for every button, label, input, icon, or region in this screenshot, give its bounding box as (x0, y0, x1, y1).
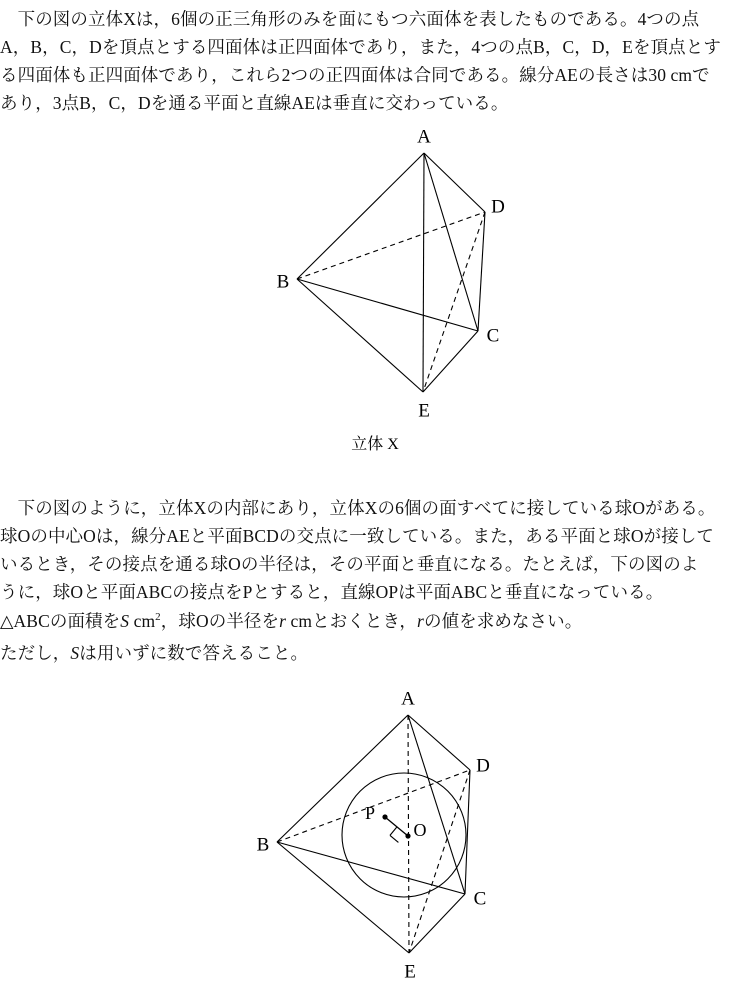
vertex-label-E: E (404, 961, 416, 983)
line5-exponent-2: 2 (155, 611, 161, 623)
paragraph-2-line-3: いるとき，その接点を通る球Oの半径は，その平面と垂直になる。たとえば，下の図のよ (0, 554, 699, 574)
segment-op-group (382, 814, 410, 842)
paragraph-1-line-2: A，B，C，Dを頂点とする四面体は正四面体であり，また，4つの点B，C，D，Eを頂点とす (0, 37, 721, 57)
paragraph-1-line-1: 下の図の立体Xは，6個の正三角形のみを面にもつ六面体を表したものである。4つの点 (0, 9, 700, 29)
line5-text-1: △ABCの面積を (0, 610, 121, 631)
segment-op (385, 817, 408, 836)
figure-1-caption: 立体 X (351, 436, 399, 453)
edge-dashed-DE (409, 770, 470, 953)
figure-2-edges (277, 715, 470, 953)
line5-variable-r-1: r (279, 610, 287, 631)
vertex-label-B: B (276, 271, 290, 293)
paragraph-2-line-2: 球Oの中心Oは，線分AEと平面BCDの交点に一致している。また，ある平面と球Oが接して (0, 526, 715, 546)
point-label-o: O (413, 820, 427, 841)
vertex-label-C: C (473, 888, 487, 910)
point-o-dot (405, 833, 410, 838)
line6-variable-S: S (70, 643, 80, 663)
vertex-label-A: A (401, 688, 415, 710)
vertex-label-B: B (256, 834, 270, 856)
sphere-o-outline (342, 773, 466, 897)
line5-text-5: の値を求めなさい。 (423, 610, 583, 631)
line5-text-3: ，球Oの半径を (160, 610, 280, 631)
inscribed-sphere-circle (342, 773, 466, 897)
figure-2-vertex-labels (257, 688, 490, 982)
edge-AB (277, 715, 408, 842)
paragraph-2-line-1: 下の図のように，立体Xの内部にあり，立体Xの6個の面すべてに接している球Oがある。 (0, 498, 716, 518)
edge-CE (409, 894, 465, 953)
paragraph-1-line-4: あり，3点B，C，Dを通る平面と直線AEは垂直に交わっている。 (0, 93, 509, 113)
point-label-p: P (364, 803, 376, 824)
vertex-label-A: A (417, 126, 431, 148)
vertex-label-C: C (486, 325, 500, 347)
right-angle-mark (390, 835, 398, 842)
edge-BE (277, 842, 409, 953)
vertex-label-D: D (491, 196, 505, 218)
paragraph-2-line-4: うに，球Oと平面ABCの接点をPとすると，直線OPは平面ABCと垂直になっている。 (0, 582, 664, 602)
line5-variable-S: S (120, 610, 130, 631)
right-angle-mark-leg (390, 827, 397, 835)
line6-text-1: ただし， (0, 643, 71, 663)
line5-variable-r-2: r (417, 610, 424, 631)
line5-text-2: cm (129, 610, 156, 631)
vertex-label-D: D (476, 755, 490, 777)
line5-text-4: cmとおくとき， (286, 610, 418, 631)
paragraph-1-line-3: る四面体も正四面体であり，これら2つの正四面体は合同である。線分AEの長さは30 cmで (0, 65, 710, 85)
vertex-label-E: E (418, 400, 430, 422)
line6-text-2: は用いずに数で答えること。 (79, 643, 309, 663)
point-p-dot (382, 814, 387, 819)
